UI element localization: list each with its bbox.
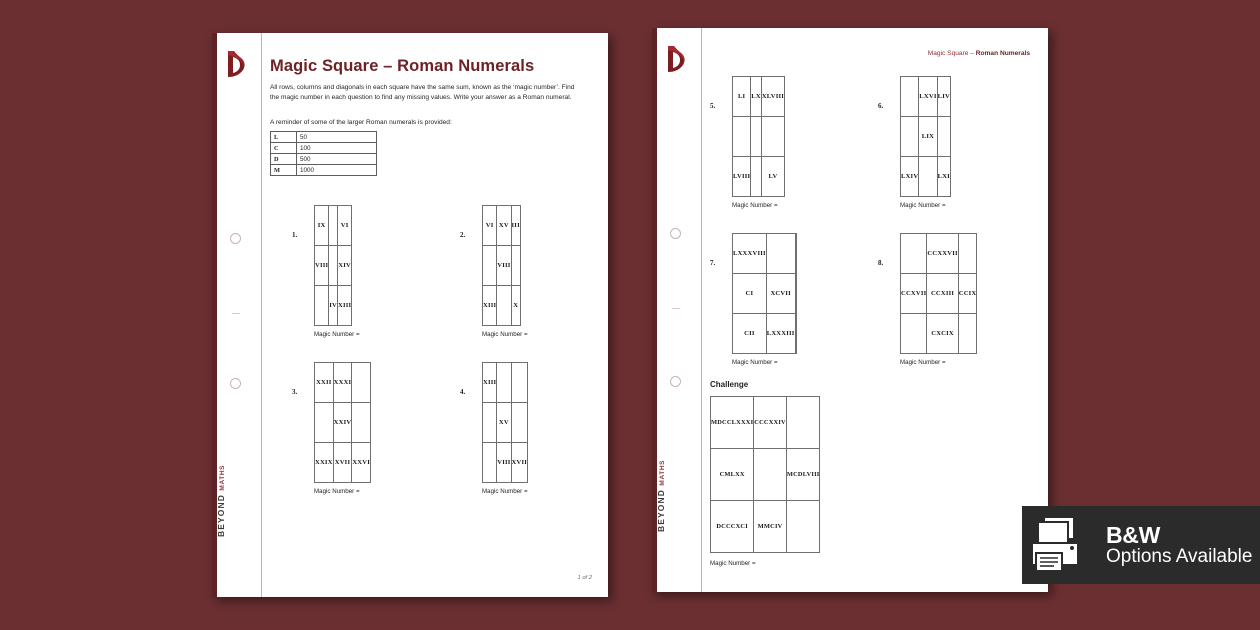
- reminder-line: A reminder of some of the larger Roman numerals is provided:: [270, 119, 452, 126]
- magic-square-cell-filled[interactable]: LX: [751, 77, 762, 117]
- magic-square-cell-empty[interactable]: [483, 403, 497, 443]
- magic-square-cell-filled[interactable]: LXIV: [901, 157, 919, 197]
- magic-square-cell-filled[interactable]: XIV: [338, 246, 352, 286]
- reference-table-row: [271, 143, 377, 154]
- margin-rule-line: [261, 33, 262, 597]
- reference-value: 100: [297, 143, 377, 154]
- magic-square-cell-filled[interactable]: MDCCLXXXI: [711, 397, 754, 449]
- magic-square-cell-empty[interactable]: [352, 403, 371, 443]
- reference-value: 50: [297, 132, 377, 143]
- reference-table-row: [271, 132, 377, 143]
- magic-square-grid[interactable]: [900, 76, 951, 197]
- magic-square-cell-filled[interactable]: CCXIII: [927, 274, 958, 314]
- magic-square-cell-empty[interactable]: [786, 501, 820, 553]
- magic-square-row: [901, 274, 977, 314]
- magic-square-cell-filled[interactable]: LIX: [919, 117, 937, 157]
- magic-number-label: Magic Number =: [314, 488, 360, 495]
- magic-number-label: Magic Number =: [314, 331, 360, 338]
- binder-hole: [670, 228, 681, 239]
- running-header-prefix: Magic Square –: [927, 50, 976, 57]
- magic-square-row: [711, 501, 820, 553]
- brand-maths-text: MATHS: [219, 464, 226, 491]
- magic-square-grid[interactable]: [482, 362, 528, 483]
- margin-rule-line: [701, 28, 702, 592]
- magic-square-cell-filled[interactable]: LI: [733, 77, 751, 117]
- magic-square-cell-filled[interactable]: LVIII: [733, 157, 751, 197]
- magic-square-cell-empty[interactable]: [958, 234, 977, 274]
- question-number: 2.: [460, 231, 466, 239]
- magic-number-label: Magic Number =: [900, 359, 946, 366]
- magic-square-cell-empty[interactable]: [315, 403, 334, 443]
- reference-symbol: D: [271, 154, 297, 165]
- magic-number-label: Magic Number =: [732, 202, 778, 209]
- reference-symbol: M: [271, 165, 297, 176]
- magic-square-row: [483, 206, 521, 246]
- magic-square-row: [483, 403, 528, 443]
- magic-square-cell-filled[interactable]: VI: [483, 206, 497, 246]
- reference-value: 1000: [297, 165, 377, 176]
- magic-square-cell-filled[interactable]: CCXXVII: [927, 234, 958, 274]
- magic-square-grid[interactable]: [732, 233, 797, 354]
- binder-hole: [230, 378, 241, 389]
- magic-square-cell-filled[interactable]: LXXXIII: [766, 314, 795, 354]
- magic-square-row: [315, 246, 352, 286]
- magic-square-cell-filled[interactable]: XV: [497, 403, 511, 443]
- magic-square-cell-empty[interactable]: [901, 117, 919, 157]
- magic-square-cell-filled[interactable]: VIII: [497, 443, 511, 483]
- question-number: 7.: [710, 259, 716, 267]
- magic-square-cell-filled[interactable]: XV: [497, 206, 511, 246]
- magic-square-cell-empty[interactable]: [786, 397, 820, 449]
- magic-square-cell-empty[interactable]: [329, 206, 338, 246]
- bw-options-badge: [1022, 506, 1260, 584]
- magic-square-cell-filled[interactable]: XXIV: [333, 403, 352, 443]
- magic-square-cell-filled[interactable]: CCIX: [958, 274, 977, 314]
- magic-number-label: Magic Number =: [482, 488, 528, 495]
- magic-square-row: [483, 443, 528, 483]
- bw-badge-text: [1106, 523, 1252, 567]
- magic-square-grid[interactable]: [900, 233, 977, 354]
- magic-square-cell-empty[interactable]: [751, 117, 762, 157]
- beyond-b-logo-icon: [664, 44, 690, 74]
- magic-square-cell-filled[interactable]: XLVIII: [761, 77, 784, 117]
- magic-square-cell-filled[interactable]: VIII: [497, 246, 511, 286]
- reference-table-row: [271, 165, 377, 176]
- binder-tick: [232, 313, 240, 314]
- magic-square-grid[interactable]: [732, 76, 785, 197]
- printer-icon: [1030, 515, 1096, 575]
- magic-square-cell-filled[interactable]: LXVI: [919, 77, 937, 117]
- reference-symbol: L: [271, 132, 297, 143]
- magic-square-cell-filled[interactable]: MCDLVIII: [786, 449, 820, 501]
- magic-square-cell-empty[interactable]: [511, 363, 527, 403]
- magic-square-cell-empty[interactable]: [766, 234, 795, 274]
- page-footer: 1 of 2: [577, 575, 592, 581]
- magic-square-cell-filled[interactable]: CI: [733, 274, 767, 314]
- magic-square-row: [315, 403, 371, 443]
- magic-number-label: Magic Number =: [482, 331, 528, 338]
- magic-square-cell-empty[interactable]: [511, 246, 520, 286]
- brand-maths-text: MATHS: [659, 459, 666, 486]
- magic-square-row: [733, 234, 797, 274]
- vertical-brand-label: [216, 465, 226, 537]
- binder-tick: [672, 308, 680, 309]
- magic-square-cell-filled[interactable]: LXI: [937, 157, 950, 197]
- magic-square-row: [315, 286, 352, 326]
- page-2-body: [710, 28, 1028, 592]
- magic-square-row: [315, 443, 371, 483]
- binder-hole: [670, 376, 681, 387]
- magic-number-label: Magic Number =: [710, 560, 756, 567]
- beyond-b-logo-icon: [224, 49, 250, 79]
- magic-square-cell-empty[interactable]: [497, 363, 511, 403]
- running-header-bold: Roman Numerals: [975, 50, 1030, 57]
- magic-square-cell-empty[interactable]: [901, 77, 919, 117]
- magic-square-cell-filled[interactable]: X: [511, 286, 520, 326]
- magic-square-cell-empty[interactable]: [795, 274, 796, 314]
- question-number: 4.: [460, 388, 466, 396]
- magic-square-cell-filled[interactable]: XVII: [511, 443, 527, 483]
- magic-square-row: [901, 234, 977, 274]
- question-number: 8.: [878, 259, 884, 267]
- magic-square-cell-filled[interactable]: DCCCXCI: [711, 501, 754, 553]
- magic-square-cell-empty[interactable]: [315, 286, 329, 326]
- magic-square-grid[interactable]: [482, 205, 521, 326]
- magic-square-cell-empty[interactable]: [795, 314, 796, 354]
- question-number: 3.: [292, 388, 298, 396]
- magic-square-row: [483, 246, 521, 286]
- vertical-brand-label: [656, 460, 666, 532]
- magic-square-cell-empty[interactable]: [958, 314, 977, 354]
- magic-square-cell-filled[interactable]: LXXXVIII: [733, 234, 767, 274]
- magic-square-row: [901, 157, 951, 197]
- page-title: Magic Square – Roman Numerals: [270, 57, 535, 75]
- magic-square-row: [483, 286, 521, 326]
- challenge-magic-square-grid[interactable]: [710, 396, 820, 553]
- magic-square-cell-empty[interactable]: [483, 443, 497, 483]
- question-number: 1.: [292, 231, 298, 239]
- magic-square-cell-filled[interactable]: XIII: [483, 286, 497, 326]
- question-number: 6.: [878, 102, 884, 110]
- magic-square-cell-empty[interactable]: [919, 157, 937, 197]
- magic-square-cell-empty[interactable]: [754, 449, 787, 501]
- roman-numeral-reference-table: [270, 131, 377, 176]
- magic-square-cell-empty[interactable]: [329, 246, 338, 286]
- magic-square-cell-empty[interactable]: [795, 234, 796, 274]
- magic-square-row: [711, 449, 820, 501]
- magic-square-cell-filled[interactable]: XXII: [315, 363, 334, 403]
- magic-square-cell-empty[interactable]: [937, 117, 950, 157]
- magic-square-row: [901, 77, 951, 117]
- reference-symbol: C: [271, 143, 297, 154]
- magic-square-row: [901, 117, 951, 157]
- magic-square-row: [711, 397, 820, 449]
- question-number: 5.: [710, 102, 716, 110]
- magic-square-cell-empty[interactable]: [511, 403, 527, 443]
- binder-hole: [230, 233, 241, 244]
- magic-square-cell-filled[interactable]: LV: [761, 157, 784, 197]
- page-1-body: [270, 33, 588, 597]
- magic-square-cell-filled[interactable]: VI: [338, 206, 352, 246]
- magic-square-cell-filled[interactable]: CXCIX: [927, 314, 958, 354]
- magic-square-cell-filled[interactable]: VIII: [315, 246, 329, 286]
- magic-number-label: Magic Number =: [732, 359, 778, 366]
- magic-square-grid[interactable]: [314, 362, 371, 483]
- magic-square-cell-filled[interactable]: XIII: [338, 286, 352, 326]
- magic-square-cell-empty[interactable]: [761, 117, 784, 157]
- magic-square-grid[interactable]: [314, 205, 352, 326]
- brand-beyond-text: BEYOND: [656, 489, 666, 532]
- magic-square-cell-filled[interactable]: III: [511, 206, 520, 246]
- magic-square-cell-empty[interactable]: [352, 363, 371, 403]
- magic-square-cell-filled[interactable]: LIV: [937, 77, 950, 117]
- magic-square-row: [733, 77, 785, 117]
- magic-square-cell-filled[interactable]: CII: [733, 314, 767, 354]
- magic-square-row: [733, 157, 785, 197]
- magic-square-row: [315, 363, 371, 403]
- worksheet-page-1[interactable]: [212, 33, 608, 597]
- magic-square-cell-empty[interactable]: [483, 246, 497, 286]
- brand-beyond-text: BEYOND: [216, 494, 226, 537]
- magic-square-cell-filled[interactable]: XCVII: [766, 274, 795, 314]
- magic-square-cell-filled[interactable]: XXVI: [352, 443, 371, 483]
- magic-square-cell-filled[interactable]: XIII: [483, 363, 497, 403]
- magic-square-cell-empty[interactable]: [733, 117, 751, 157]
- bw-badge-subtitle: Options Available: [1106, 546, 1253, 568]
- magic-square-row: [483, 363, 528, 403]
- magic-square-row: [901, 314, 977, 354]
- reference-table-row: [271, 154, 377, 165]
- magic-square-cell-empty[interactable]: [901, 234, 927, 274]
- magic-square-row: [315, 206, 352, 246]
- magic-square-cell-filled[interactable]: XXIX: [315, 443, 334, 483]
- magic-square-row: [733, 274, 797, 314]
- magic-square-row: [733, 314, 797, 354]
- challenge-heading: Challenge: [710, 380, 749, 389]
- magic-square-cell-empty[interactable]: [751, 157, 762, 197]
- intro-paragraph: All rows, columns and diagonals in each square have the same sum, known as the ‘magic number’. Find the magic number in each question to find any missing values. Write your answer as a Roman numeral.: [270, 84, 575, 102]
- magic-square-cell-filled[interactable]: XVII: [333, 443, 352, 483]
- magic-square-cell-filled[interactable]: IV: [329, 286, 338, 326]
- magic-square-cell-empty[interactable]: [497, 286, 511, 326]
- magic-square-cell-filled[interactable]: CCCXXIV: [754, 397, 787, 449]
- magic-square-cell-filled[interactable]: IX: [315, 206, 329, 246]
- reference-value: 500: [297, 154, 377, 165]
- magic-square-cell-filled[interactable]: XXXI: [333, 363, 352, 403]
- magic-square-cell-filled[interactable]: CCXVII: [901, 274, 927, 314]
- magic-square-row: [733, 117, 785, 157]
- magic-square-cell-filled[interactable]: CMLXX: [711, 449, 754, 501]
- bw-badge-title: B&W: [1106, 521, 1161, 548]
- magic-square-cell-filled[interactable]: MMCIV: [754, 501, 787, 553]
- magic-square-cell-empty[interactable]: [901, 314, 927, 354]
- worksheet-page-2[interactable]: [652, 28, 1048, 592]
- magic-number-label: Magic Number =: [900, 202, 946, 209]
